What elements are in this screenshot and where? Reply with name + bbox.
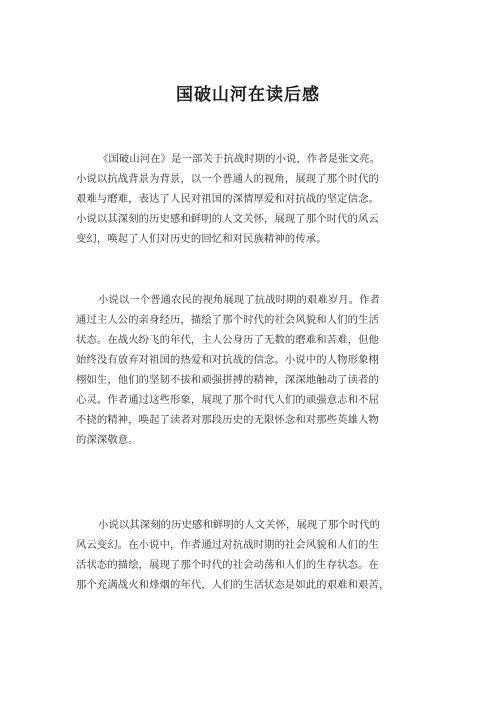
paragraph-line: 《国破山河在》是一部关于抗战时期的小说，作者是张文亮。	[98, 153, 381, 165]
paragraph-2	[76, 290, 436, 450]
paragraph-line: 栩如生，他们的坚韧不拔和顽强拼搏的精神，深深地触动了读者的	[76, 374, 379, 386]
document-title: 国破山河在读后感	[176, 85, 320, 105]
paragraph-line: 小说以抗战背景为背景，以一个普通人的视角，展现了那个时代的	[76, 173, 379, 185]
paragraph-3	[76, 515, 436, 595]
paragraph-line: 不挠的精神，唤起了读者对那段历史的无限怀念和对那些英雄人物	[76, 414, 379, 426]
paragraph-line: 活状态的描绘，展现了那个时代的社会动荡和人们的生存状态。在	[76, 559, 379, 571]
paragraph-line: 心灵。作者通过这些形象，展现了那个时代人们的顽强意志和不屈	[76, 394, 379, 406]
paragraph-line: 小说以一个普通农民的视角展现了抗战时期的艰难岁月。作者	[98, 294, 381, 306]
paragraph-line: 通过主人公的亲身经历，描绘了那个时代的社会风貌和人们的生活	[76, 314, 379, 326]
paragraph-line: 的深深敬意。	[76, 434, 139, 446]
paragraph-line: 风云变幻。在小说中，作者通过对抗战时期的社会风貌和人们的生	[76, 539, 379, 551]
paragraph-line: 变幻，唤起了人们对历史的回忆和对民族精神的传承。	[76, 233, 327, 245]
paragraph-line: 小说以其深刻的历史感和鲜明的人文关怀，展现了那个时代的	[98, 519, 381, 531]
paragraph-line: 小说以其深刻的历史感和鲜明的人文关怀，展现了那个时代的风云	[76, 213, 379, 225]
paragraph-line: 状态。在战火纷飞的年代，主人公身历了无数的磨难和苦难，但他	[76, 334, 379, 346]
paragraph-1	[76, 149, 436, 249]
paragraph-line: 那个充满战火和烽烟的年代，人们的生活状态是如此的艰难和艰苦，	[76, 579, 390, 591]
paragraph-line: 艰难与磨难，表达了人民对祖国的深情厚爱和对抗战的坚定信念。	[76, 193, 379, 205]
paragraph-line: 始终没有放弃对祖国的热爱和对抗战的信念。小说中的人物形象栩	[76, 354, 379, 366]
